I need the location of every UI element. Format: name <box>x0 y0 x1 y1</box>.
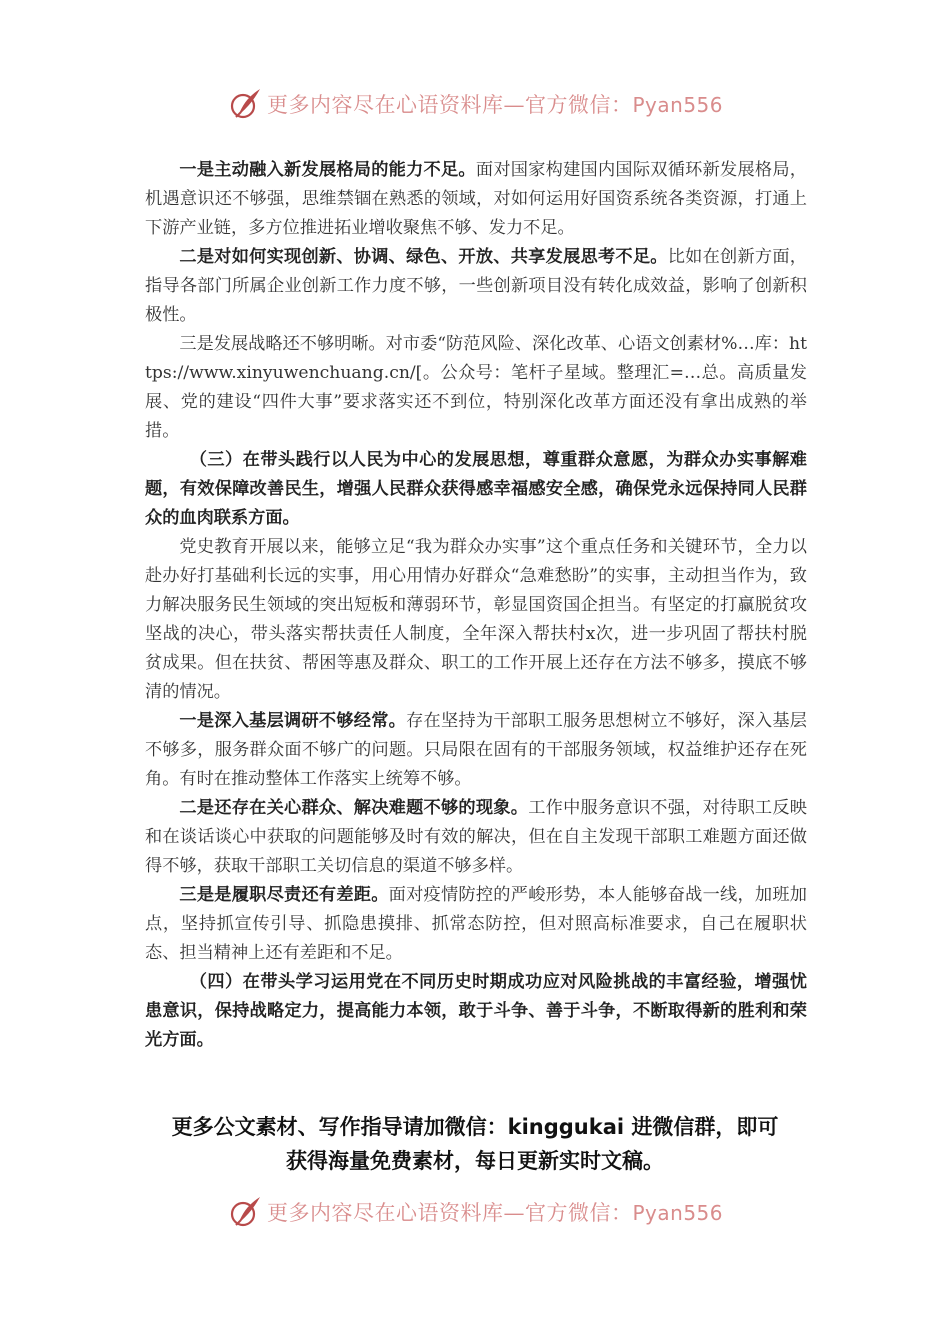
paragraph: 一是深入基层调研不够经常。存在坚持为干部职工服务思想树立不够好，深入基层不够多，服务群众面不够广的问题。只局限在固有的干部服务领域，权益维护还存在死角。有时在推动整体工作落实上统筹不够。 <box>145 711 807 789</box>
paragraph: 三是发展战略还不够明晰。对市委“防范风险、深化改革、心语文创素材%…库：https://www.xinyuwenchuang.cn/[。公众号：笔杆子星域。整理汇=…总。高质量发展、党的建设“四件大事”要求落实还不到位，特别深化改革方面还没有拿出成熟的举措。 <box>145 334 807 441</box>
footer-banner <box>0 1192 950 1232</box>
paragraph: 二是还存在关心群众、解决难题不够的现象。工作中服务意识不强，对待职工反映和在谈话谈心中获取的问题能够及时有效的解决，但在自主发现干部职工难题方面还做得不够，获取干部职工关切信息的渠道不够多样。 <box>145 798 807 876</box>
document-body <box>145 156 807 1055</box>
paragraph-lead: 三是是履职尽责还有差距。 <box>179 885 389 905</box>
footer-note <box>120 1110 830 1178</box>
paragraph-lead: 二是对如何实现创新、协调、绿色、开放、共享发展思考不足。 <box>179 247 668 267</box>
footer-note-line1: 更多公文素材、写作指导请加微信：kinggukai 进微信群，即可 <box>171 1115 779 1139</box>
header-banner-text: 更多内容尽在心语资料库—官方微信：Pyan556 <box>266 93 723 117</box>
paragraph-lead: 一是深入基层调研不够经常。 <box>179 711 407 731</box>
section-heading-4: （四）在带头学习运用党在不同历史时期成功应对风险挑战的丰富经验，增强忧患意识，保持战略定力，提高能力本领，敢于斗争、善于斗争，不断取得新的胜利和荣光方面。 <box>145 972 807 1050</box>
paragraph: 党史教育开展以来，能够立足“我为群众办实事”这个重点任务和关键环节，全力以赴办好打基础利长远的实事，用心用情办好群众“急难愁盼”的实事，主动担当作为，致力解决服务民生领域的突出短板和薄弱环节，彰显国资国企担当。有坚定的打赢脱贫攻坚战的决心，带头落实帮扶责任人制度，全年深入帮扶村x次，进一步巩固了帮扶村脱贫成果。但在扶贫、帮困等惠及群众、职工的工作开展上还存在方法不够多，摸底不够清的情况。 <box>145 537 807 702</box>
paragraph-lead: 一是主动融入新发展格局的能力不足。 <box>179 160 476 180</box>
paragraph: 一是主动融入新发展格局的能力不足。面对国家构建国内国际双循环新发展格局，机遇意识还不够强，思维禁锢在熟悉的领域，对如何运用好国资系统各类资源，打通上下游产业链，多方位推进拓业增收聚焦不够、发力不足。 <box>145 160 807 238</box>
quill-logo-icon <box>227 1194 263 1230</box>
header-banner <box>0 84 950 124</box>
quill-logo-icon <box>227 86 263 122</box>
footer-note-line2: 获得海量免费素材，每日更新实时文稿。 <box>286 1149 664 1173</box>
paragraph-lead: 二是还存在关心群众、解决难题不够的现象。 <box>179 798 529 818</box>
section-heading-3: （三）在带头践行以人民为中心的发展思想，尊重群众意愿，为群众办实事解难题，有效保障改善民生，增强人民群众获得感幸福感安全感，确保党永远保持同人民群众的血肉联系方面。 <box>145 450 807 528</box>
paragraph: 三是是履职尽责还有差距。面对疫情防控的严峻形势，本人能够奋战一线，加班加点，坚持抓宣传引导、抓隐患摸排、抓常态防控，但对照高标准要求，自己在履职状态、担当精神上还有差距和不足。 <box>145 885 807 963</box>
footer-banner-text: 更多内容尽在心语资料库—官方微信：Pyan556 <box>266 1201 723 1225</box>
paragraph: 二是对如何实现创新、协调、绿色、开放、共享发展思考不足。比如在创新方面，指导各部门所属企业创新工作力度不够，一些创新项目没有转化成效益，影响了创新积极性。 <box>145 247 807 325</box>
